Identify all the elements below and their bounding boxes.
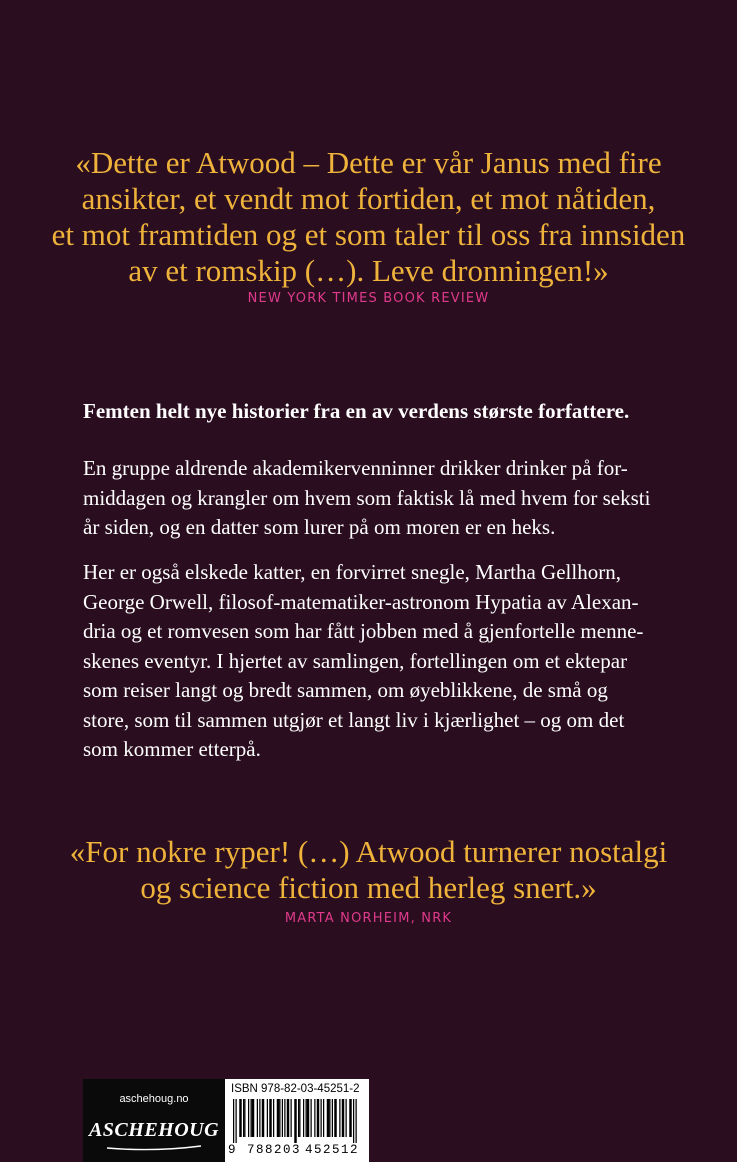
barcode-bar xyxy=(236,1099,237,1143)
paragraph-line: som reiser langt og bredt sammen, om øyeblikkene, de små og xyxy=(83,678,608,702)
paragraph-line: dria og et romvesen som har fått jobben med å gjenfortelle menne- xyxy=(83,619,644,643)
barcode-bar xyxy=(314,1099,315,1137)
barcode-bar xyxy=(356,1099,357,1143)
top-quote xyxy=(0,145,737,289)
barcode-bar xyxy=(278,1099,279,1137)
barcode-bar xyxy=(239,1099,240,1137)
top-quote-source: NEW YORK TIMES BOOK REVIEW xyxy=(247,291,490,306)
barcode-bar xyxy=(288,1099,289,1137)
barcode-bar xyxy=(318,1099,319,1137)
barcode-bar xyxy=(342,1099,343,1137)
isbn-panel xyxy=(225,1079,369,1162)
quote-line: et mot framtiden og et som taler til oss fra innsiden xyxy=(51,217,686,252)
barcode-bar xyxy=(252,1099,253,1137)
barcode-bar xyxy=(277,1099,278,1137)
barcode-bar xyxy=(271,1099,272,1137)
publisher-logo: ASCHEHOUG xyxy=(88,1119,220,1141)
barcode-bar xyxy=(282,1099,283,1137)
barcode-bar xyxy=(303,1099,304,1137)
barcode-bar xyxy=(251,1099,252,1137)
paragraph-line: George Orwell, filosof-matematiker-astronom Hypatia av Alexan- xyxy=(83,589,639,614)
logo-swash-icon xyxy=(105,1145,203,1151)
bottom-quote-source: MARTA NORHEIM, NRK xyxy=(284,911,453,926)
barcode-bar xyxy=(294,1099,295,1143)
barcode-bar xyxy=(291,1099,292,1137)
barcode-bar xyxy=(317,1099,318,1137)
isbn-label: ISBN 978-82-03-45251-2 xyxy=(231,1083,360,1095)
barcode-bar xyxy=(269,1099,270,1137)
paragraph-line: store, som til sammen utgjør et langt liv i kjærlighet – og om det xyxy=(83,707,625,732)
barcode-bar xyxy=(334,1099,335,1137)
paragraph-line: som kommer etterpå. xyxy=(83,737,261,761)
barcode-bar xyxy=(296,1099,297,1143)
barcode-bar xyxy=(343,1099,344,1137)
barcode-bar xyxy=(321,1099,322,1137)
blurb-paragraph-2 xyxy=(83,558,683,765)
publisher-url: aschehoug.no xyxy=(119,1093,189,1105)
barcode-bar xyxy=(336,1099,337,1137)
paragraph-line: skenes eventyr. I hjertet av samlingen, fortellingen om et ektepar xyxy=(83,648,628,673)
barcode-bar xyxy=(353,1099,354,1143)
barcode-bar xyxy=(323,1099,324,1137)
barcode-icon xyxy=(233,1099,361,1143)
quote-line: «For nokre ryper! (…) Atwood turnerer nostalgi xyxy=(69,834,668,869)
barcode-right-digits: 452512 xyxy=(305,1143,360,1157)
quote-line: og science fiction med herleg snert.» xyxy=(140,870,597,905)
barcode-bar xyxy=(351,1099,352,1137)
barcode-bar xyxy=(332,1099,333,1137)
quote-line: ansikter, et vendt mot fortiden, et mot nåtiden, xyxy=(81,181,656,216)
barcode-bar xyxy=(244,1099,245,1137)
barcode-bar xyxy=(299,1099,300,1137)
barcode-bar xyxy=(253,1099,254,1137)
barcode-bar xyxy=(306,1099,307,1137)
barcode-bar xyxy=(241,1099,242,1137)
publisher-panel xyxy=(83,1079,225,1162)
quote-line: av et romskip (…). Leve dronningen!» xyxy=(128,253,609,288)
blurb-lead: Femten helt nye historier fra en av verdens største forfattere. xyxy=(83,399,630,423)
paragraph-line: år siden, og en datter som lurer på om moren er en heks. xyxy=(83,515,556,539)
barcode-bar xyxy=(327,1099,328,1137)
barcode-bar xyxy=(311,1099,312,1137)
barcode-bar xyxy=(267,1099,268,1137)
barcode-bar xyxy=(233,1099,234,1143)
bottom-quote xyxy=(0,834,737,906)
barcode-block xyxy=(83,1079,369,1162)
paragraph-line: En gruppe aldrende akademikervenninner drikker drinker på for- xyxy=(83,456,628,480)
barcode-bar xyxy=(307,1099,308,1137)
barcode-bar xyxy=(263,1099,264,1137)
quote-line: «Dette er Atwood – Dette er vår Janus med fire xyxy=(75,145,662,180)
barcode-bar xyxy=(248,1099,249,1137)
barcode-bar xyxy=(284,1099,285,1137)
barcode-bar xyxy=(262,1099,263,1137)
barcode-bar xyxy=(349,1099,350,1137)
paragraph-line: Her er også elskede katter, en forvirret snegle, Martha Gellhorn, xyxy=(83,560,621,584)
barcode-bar xyxy=(273,1099,274,1137)
barcode-bar xyxy=(279,1099,280,1137)
barcode-bar xyxy=(243,1099,244,1137)
barcode-bar xyxy=(328,1099,329,1137)
barcode-left-digits: 788203 xyxy=(247,1143,302,1157)
barcode-first-digit: 9 xyxy=(228,1143,236,1157)
barcode-bar xyxy=(346,1099,347,1137)
blurb-paragraph-1 xyxy=(83,454,683,543)
barcode-bar xyxy=(257,1099,258,1137)
paragraph-line: middagen og krangler om hvem som faktisk lå med hvem for seksti xyxy=(83,485,651,510)
barcode-bar xyxy=(259,1099,260,1137)
barcode-bar xyxy=(287,1099,288,1137)
barcode-bar xyxy=(329,1099,330,1137)
barcode-bar xyxy=(298,1099,299,1137)
barcode-bar xyxy=(339,1099,340,1137)
barcode-bar xyxy=(308,1099,309,1137)
